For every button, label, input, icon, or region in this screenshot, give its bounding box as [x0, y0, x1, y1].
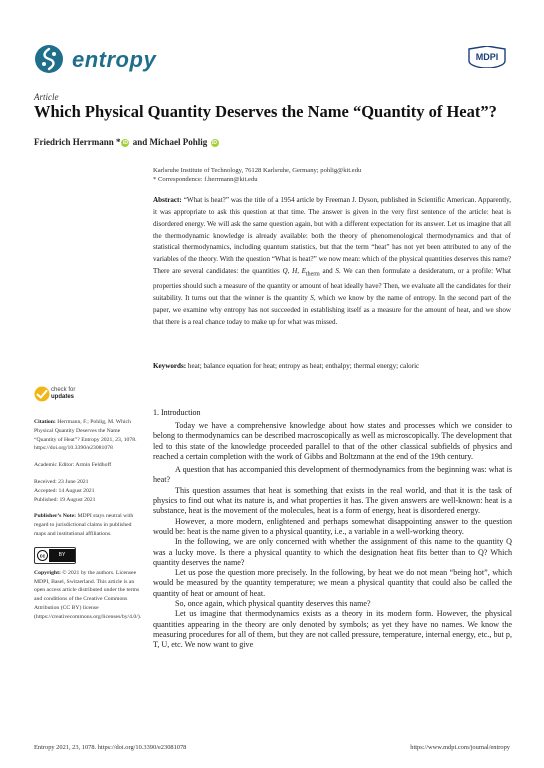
symbol: S	[310, 294, 314, 303]
correspondence: * Correspondence: f.herrmann@kit.edu	[153, 176, 258, 183]
entropy-logo-icon	[34, 44, 64, 74]
published-date: Published: 19 August 2021	[34, 496, 96, 503]
keywords	[153, 361, 511, 371]
section-heading: 1. Introduction	[153, 408, 201, 417]
check-updates-label	[51, 387, 75, 401]
check-updates-icon	[34, 386, 50, 402]
citation-block	[34, 418, 140, 453]
received-date: Received: 23 June 2021	[34, 478, 89, 485]
academic-editor: Academic Editor: Armin Feldhoff	[34, 462, 112, 469]
affiliation-block	[153, 166, 361, 184]
paragraph: So, once again, which physical quantity deserves this name?	[175, 599, 371, 609]
paragraph: In the following, we are only concerned with whether the assignment of this name to the quantity Q was a lucky move. Is there a physical quantity to which the designation heat fits better than to Q? Which quantity deserves the name?	[153, 537, 512, 567]
paragraph: Let us pose the question more precisely. In the following, by heat we do not mean “being hot”, which would be measured by the quantity temperature; we mean a physical quantity that could also be called the quantity of heat or amount of heat.	[153, 568, 512, 598]
orcid-icon[interactable]: iD	[122, 140, 128, 146]
accepted-date: Accepted: 14 August 2021	[34, 487, 95, 494]
check-updates-line: check for	[51, 387, 76, 393]
author-name: and Michael Pohlig	[132, 137, 208, 147]
cc-license-badge[interactable]	[34, 547, 76, 564]
journal-name: entropy	[72, 47, 157, 72]
paragraph: Today we have a comprehensive knowledge about how states and processes which we consider to belong to thermodynamics can be described macroscopically as well as microscopically. The development that led to this state of the knowledge proceeded parallel to that of the other classical subfields of physics and reached a certain completion with the work of Gibbs and Boltzmann at the end of the 19th century.	[153, 421, 512, 461]
keywords-label: Keywords:	[153, 362, 187, 370]
copyright-block	[34, 569, 140, 622]
citation-text[interactable]: Herrmann, F.; Pohlig, M. Which Physical Quantity Deserves the Name “Quantity of Heat”? Entropy 2021, 23, 1078. https://doi.org/10.3390/e23081078	[34, 419, 137, 452]
keywords-text: heat; balance equation for heat; entropy as heat; enthalpy; thermal energy; caloric	[187, 362, 420, 370]
symbol: H	[292, 267, 298, 276]
cc-icon-text: cc	[39, 553, 45, 560]
abstract-text: and	[319, 267, 336, 276]
body-text	[153, 421, 512, 651]
copyright-text: © 2021 by the authors. Licensee MDPI, Basel, Switzerland. This article is an open access article distributed under the terms and conditions of the Creative Commons Attribution (CC BY) license (https://creativecommons.org/licenses/by/4.0/).	[34, 569, 142, 620]
footer-citation[interactable]: Entropy 2021, 23, 1078. https://doi.org/10.3390/e23081078	[34, 744, 187, 751]
check-for-updates-button[interactable]	[34, 386, 140, 410]
publication-dates	[34, 478, 140, 504]
mdpi-logo-text: MDPI	[475, 52, 499, 62]
publisher-note-text: MDPI stays neutral with regard to jurisdictional claims in published maps and institutional affiliations.	[34, 513, 134, 537]
footer-journal-url[interactable]: https://www.mdpi.com/journal/entropy	[410, 744, 510, 751]
affiliation: Karlsruhe Institute of Technology, 76128 Karlsruhe, Germany; pohlig@kit.edu	[153, 167, 362, 174]
symbol: S	[335, 267, 339, 276]
mdpi-logo[interactable]	[466, 46, 508, 73]
abstract-label: Abstract:	[153, 196, 182, 204]
paragraph: However, a more modern, enlightened and perhaps somewhat disappointing answer to the question would be: heat is the name given to a physical quantity, i.e., a variable in a well-working theory.	[153, 516, 512, 536]
abstract-text: , which we know by the name of entropy. In the second part of the paper, we examine why entropy has not succeeded in establishing itself as a measure for the amount of heat, and we show that there is a real chance today to make up for what was missed.	[153, 294, 511, 326]
symbol: Q	[282, 267, 288, 276]
paragraph: Let us imagine that thermodynamics exists as a theory in its modern form. However, the physical quantities appearing in the theory are only denoted by symbols; as yet they have no names. We know the measuring procedures for all of them, but they are not called pressure, temperature, internal energy, etc., but p, T, U, etc. We now want to give	[153, 609, 512, 650]
article-type: Article	[34, 92, 59, 102]
cc-by-label: BY	[49, 549, 75, 562]
publisher-note	[34, 512, 140, 538]
abstract-text: “What is heat?” was the title of a 1954 article by Freeman J. Dyson, published in Scientific American. Apparently, it was appropriate to ask this question at that time. The answer is given in the very first sentence of the article: heat is disordered energy. We will ask the same question again, but with a different expectation for its answer. Let us imagine that all the thermodynamic knowledge is already available: both the theory of phenomenological thermodynamics and that of statistical thermodynamics, including quantum statistics, but that the term “heat” has not yet been attributed to any of the variables of the theory. With the question “What is heat?” we now mean: which of the physical quantities deserves this name? There are several candidates: the quantities	[153, 196, 511, 276]
abstract	[153, 195, 511, 329]
paragraph: A question that has accompanied this development of thermodynamics from the beginning was: what is heat?	[153, 465, 512, 485]
author-name: Friedrich Herrmann *	[34, 137, 121, 147]
paragraph: This question assumes that heat is something that exists in the real world, and that it is the task of physics to find out what its nature is, and what properties it has. The given answers are well-known: heat is a substance, heat is the movement of the molecules, heat is a form of energy, heat is disordered energy.	[153, 485, 512, 516]
subscript: therm	[306, 271, 320, 278]
orcid-icon[interactable]: iD	[212, 140, 217, 146]
article-title: Which Physical Quantity Deserves the Name “Quantity of Heat”?	[34, 102, 497, 121]
symbol: E	[301, 267, 306, 276]
publisher-note-label: Publisher’s Note:	[34, 513, 77, 520]
abstract-text: . We can then formulate a desideratum, or a profile: What properties should such a measure of the quantity or amount of heat ideally have? Then, we evaluate all the candidates for their suitability. It turns out that the winner is the quantity	[153, 267, 511, 303]
article-info-sidebar	[34, 386, 140, 630]
abstract-text: ,	[297, 267, 302, 276]
citation-label: Citation:	[34, 419, 56, 425]
mdpi-logo-icon	[466, 46, 508, 68]
copyright-label: Copyright:	[34, 569, 61, 576]
abstract-text: ,	[287, 267, 293, 276]
check-updates-line: updates	[51, 394, 75, 400]
cc-license-icon	[35, 549, 49, 562]
author-list	[34, 137, 220, 147]
